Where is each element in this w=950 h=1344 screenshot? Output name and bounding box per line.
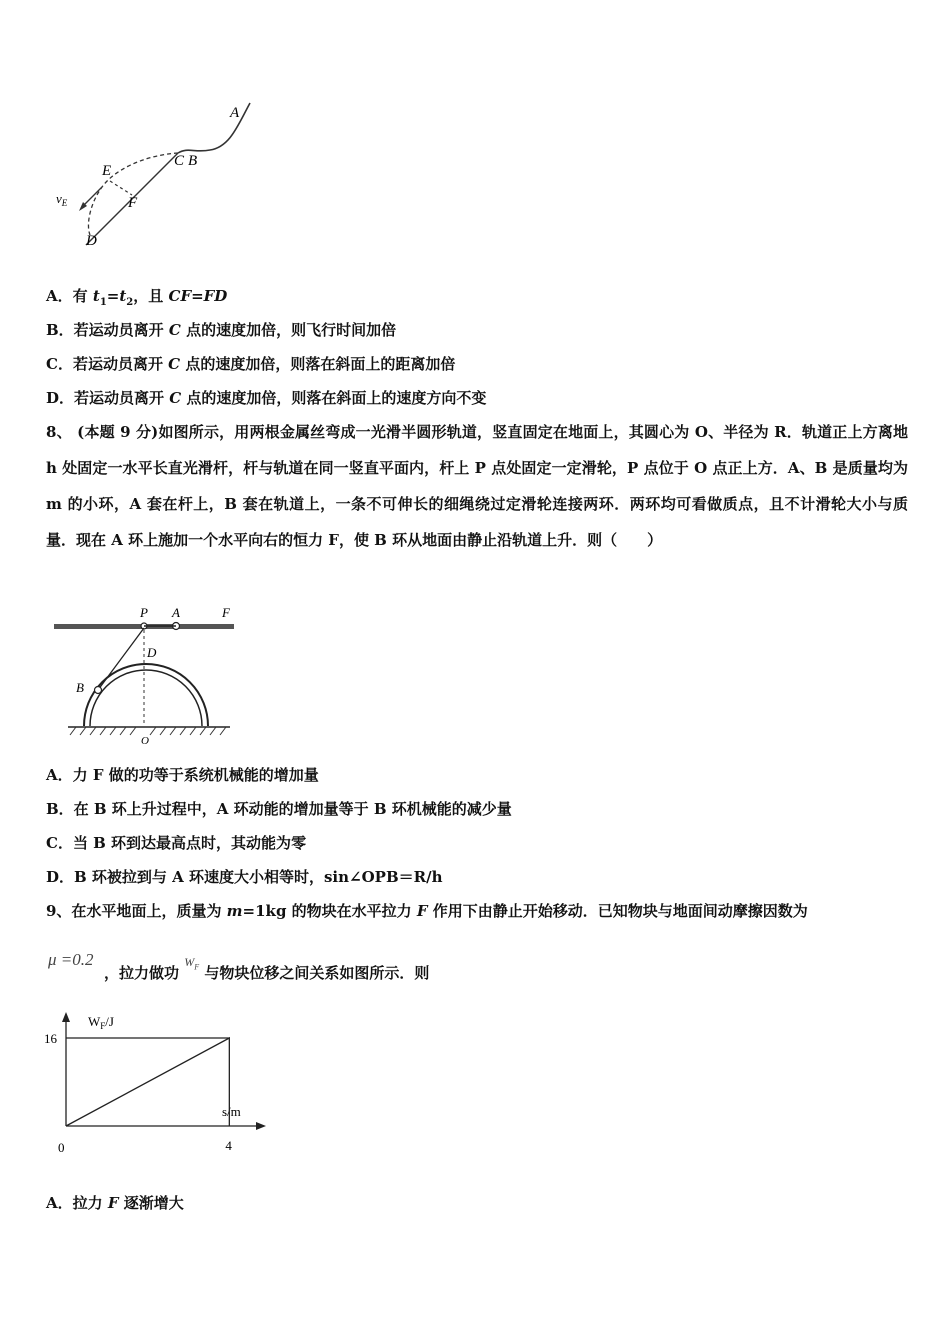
label-D: D — [147, 645, 157, 660]
x-tick-4: 4 — [225, 1138, 232, 1153]
x-axis-arrow — [256, 1122, 266, 1130]
label-A: A — [230, 105, 240, 121]
mu-formula: μ =0.2 — [48, 950, 94, 969]
q8-option-B: B．在 B 环上升过程中，A 环动能的增加量等于 B 环机械能的减少量 — [46, 800, 512, 818]
x-tick-0: 0 — [58, 1140, 65, 1155]
label-B: B — [188, 153, 198, 169]
label-vE: $v_E$ — [56, 191, 68, 208]
curve-AB — [178, 103, 250, 153]
label-O: O — [141, 735, 149, 745]
y-axis-label: $W_F/J$ — [88, 1014, 114, 1031]
q7-option-C: C．若运动员离开 C 点的速度加倍，则落在斜面上的距离加倍 — [46, 355, 456, 373]
EF-dashed — [110, 181, 132, 195]
x-axis-label: s/m — [222, 1104, 241, 1119]
label-F: F — [128, 195, 138, 211]
q7-option-D: D．若运动员离开 C 点的速度加倍，则落在斜面上的速度方向不变 — [46, 389, 487, 407]
q9-stem-line2: ，拉力做功 $^{W_F}$ 与物块位移之间关系如图所示．则 — [104, 955, 430, 982]
y-tick-16: 16 — [44, 1031, 57, 1046]
figure-ski-slope — [50, 95, 270, 255]
label-F: F — [222, 605, 230, 620]
label-E: E — [102, 163, 112, 179]
q7-option-B: B．若运动员离开 C 点的速度加倍，则飞行时间加倍 — [46, 321, 397, 339]
label-B: B — [76, 680, 84, 695]
q9-stem: 9、在水平地面上，质量为 m=1kg 的物块在水平拉力 F 作用下由静止开始移动．已知物块与地面间动摩擦因数为 — [46, 902, 808, 920]
y-axis-arrow — [62, 1012, 70, 1022]
q7-option-A: A．有 $t_1=t_2$，且 CF=FD — [46, 287, 228, 308]
ring-B — [95, 687, 102, 694]
ground-hatch — [70, 727, 226, 735]
figure-semicircle-track — [50, 600, 250, 745]
q8-option-A: A．力 F 做的功等于系统机械能的增加量 — [46, 766, 319, 784]
wf-vs-s-chart — [40, 1008, 280, 1158]
label-C: C — [174, 153, 185, 169]
q8-stem: 8、 (本题 9 分)如图所示，用两根金属丝弯成一光滑半圆形轨道，竖直固定在地面上，其圆心为 O、半径为 R．轨道正上方离地 h 处固定一水平长直光滑杆，杆与轨道在同一竖直平面内，杆上 P 点处固定一定滑轮，P 点位于 O 点正上方．A、B 是质量均为 m 的小环，A 套在杆上，B 套在轨道上，一条不可伸长的细绳绕过定滑轮连接两环．两环均可看做质点，且不计滑轮大小与质量．现在 A 环上施加一个水平向右的恒力 F，使 B 环从地面由静止沿轨道上升．则（ ） — [46, 423, 908, 549]
q8-option-D: D．B 环被拉到与 A 环速度大小相等时，sin∠OPB＝R/h — [46, 868, 443, 886]
label-P: P — [140, 605, 148, 620]
q9-option-A: A．拉力 F 逐渐增大 — [46, 1194, 184, 1212]
label-A: A — [172, 605, 180, 620]
q8-option-C: C．当 B 环到达最高点时，其动能为零 — [46, 834, 307, 852]
label-D: D — [86, 233, 97, 249]
series-line — [66, 1038, 229, 1126]
track-outer — [84, 664, 208, 726]
